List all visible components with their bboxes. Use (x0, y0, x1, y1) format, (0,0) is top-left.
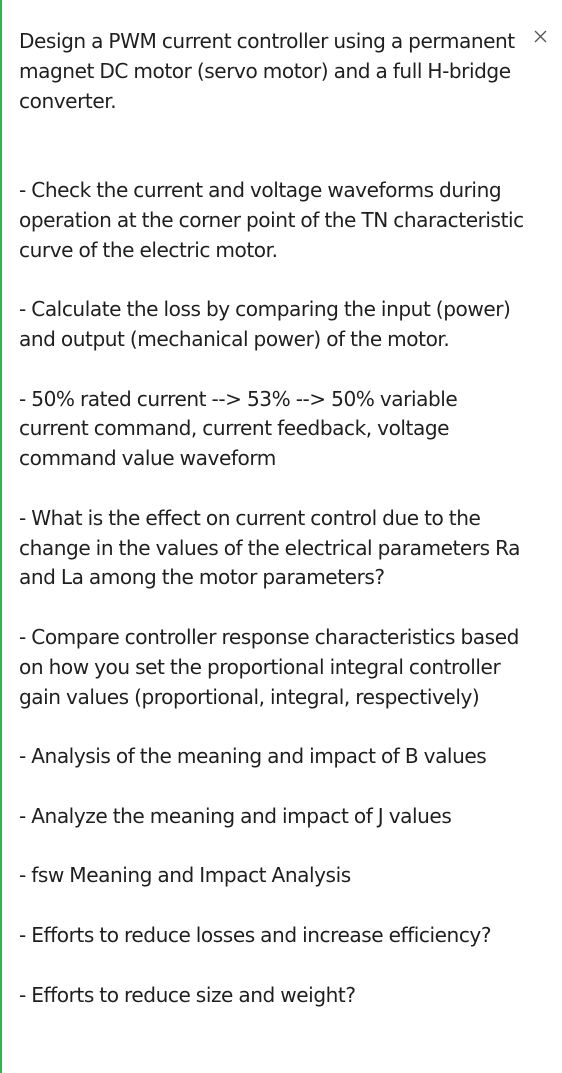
list-item: - Calculate the loss by comparing the input (power) and output (mechanical power) of the motor. (19, 297, 511, 351)
list-item: - Check the current and voltage waveforms during operation at the corner point of the TN characteristic curve of the electric motor. (19, 177, 524, 262)
question-text (19, 27, 529, 1010)
list-item: - Analyze the meaning and impact of J values (19, 803, 452, 828)
list-item: - Efforts to reduce size and weight? (19, 982, 356, 1007)
close-icon (534, 30, 547, 43)
list-item: - 50% rated current --> 53% --> 50% variable current command, current feedback, voltage command value waveform (19, 386, 458, 471)
list-item: - fsw Meaning and Impact Analysis (19, 863, 351, 888)
list-item: - Analysis of the meaning and impact of B values (19, 744, 487, 769)
list-item: - Efforts to reduce losses and increase efficiency? (19, 922, 492, 947)
question-intro: Design a PWM current controller using a permanent magnet DC motor (servo motor) and a full H-bridge converter. (19, 29, 515, 113)
list-item: - What is the effect on current control due to the change in the values of the electrical parameters Ra and La among the motor parameters? (19, 505, 521, 590)
list-item: - Compare controller response characteristics based on how you set the proportional integral controller gain values (proportional, integral, respectively) (19, 624, 519, 709)
close-button[interactable] (530, 26, 550, 46)
